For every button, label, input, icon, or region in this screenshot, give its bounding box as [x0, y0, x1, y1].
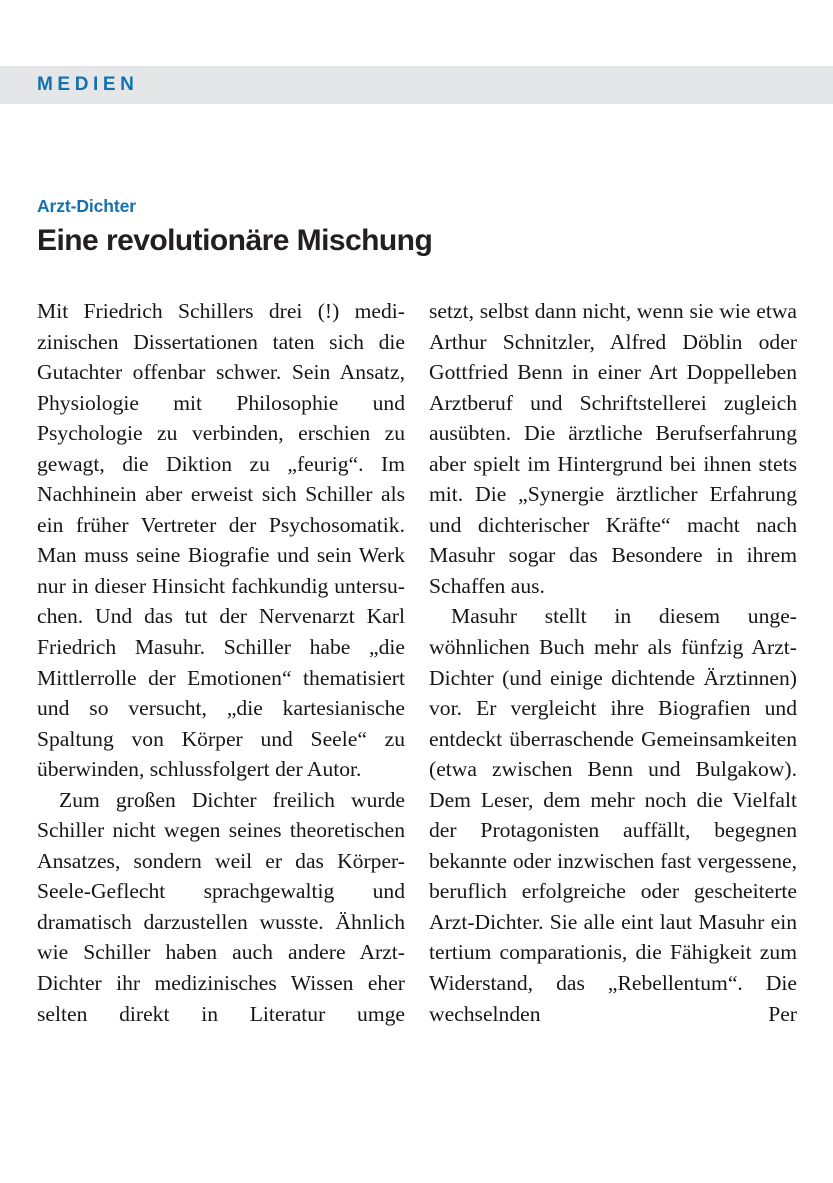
paragraph: Masuhr stellt in diesem ungewöhnlichen Buch mehr als fünfzig Arzt-Dichter (und einige dichtende Ärztinnen) vor. Er vergleicht ihre Biografien und entdeckt überraschende Gemeinsamkeiten (etwa zwischen Benn und Bulgakow). Dem Leser, dem mehr noch die Vielfalt der Protagonisten auffällt, begegnen bekannte oder inzwischen fast vergessene, beruflich erfolgreiche oder gescheiterte Arzt-Dichter. Sie alle eint laut Masuhr ein tertium comparationis, die Fähigkeit zum Widerstand, das „Rebellentum“. Die wechselnden Per	[429, 604, 797, 1026]
paragraph: Mit Friedrich Schillers drei (!) medizinischen Dissertationen taten sich die Gutachter offenbar schwer. Sein Ansatz, Physiologie mit Philosophie und Psychologie zu verbinden, erschien zu gewagt, die Diktion zu „feurig“. Im Nachhinein aber erweist sich Schiller als ein früher Vertreter der Psychosomatik. Man muss seine Biografie und sein Werk nur in dieser Hinsicht fachkundig untersuchen. Und das tut der Nervenarzt Karl Friedrich Masuhr. Schiller habe „die Mittlerrolle der Emotionen“ thematisiert und so versucht, „die kartesianische Spaltung von Körper und Seele“ zu überwinden, schlussfolgert der Autor.	[37, 299, 405, 782]
article-header	[37, 196, 797, 259]
paragraph: Zum großen Dichter freilich wurde Schiller nicht wegen seines theoretischen Ansatzes, sondern weil er das Körper-Seele-Geflecht sprachgewaltig und dramatisch darzustellen wusste. Ähnlich wie Schiller haben auch andere Arzt-Dichter ihr medizinisches Wissen eher selten direkt in Literatur umge	[37, 787, 405, 1026]
article-headline: Eine revolutionäre Mischung	[37, 224, 433, 257]
section-bar	[0, 66, 833, 104]
article-body	[37, 296, 797, 1168]
section-label: MEDIEN	[37, 74, 139, 95]
body-column-right	[429, 296, 797, 1168]
article-kicker: Arzt-Dichter	[37, 196, 136, 216]
body-column-left	[37, 296, 405, 1168]
paragraph: setzt, selbst dann nicht, wenn sie wie etwa Arthur Schnitzler, Alfred Döblin oder Gottfried Benn in einer Art Doppelleben Arztberuf und Schriftstellerei zugleich ausübten. Die ärztliche Berufserfahrung aber spielt im Hintergrund bei ihnen stets mit. Die „Synergie ärztlicher Erfahrung und dichterischer Kräfte“ macht nach Masuhr sogar das Besondere in ihrem Schaffen aus.	[429, 299, 797, 598]
